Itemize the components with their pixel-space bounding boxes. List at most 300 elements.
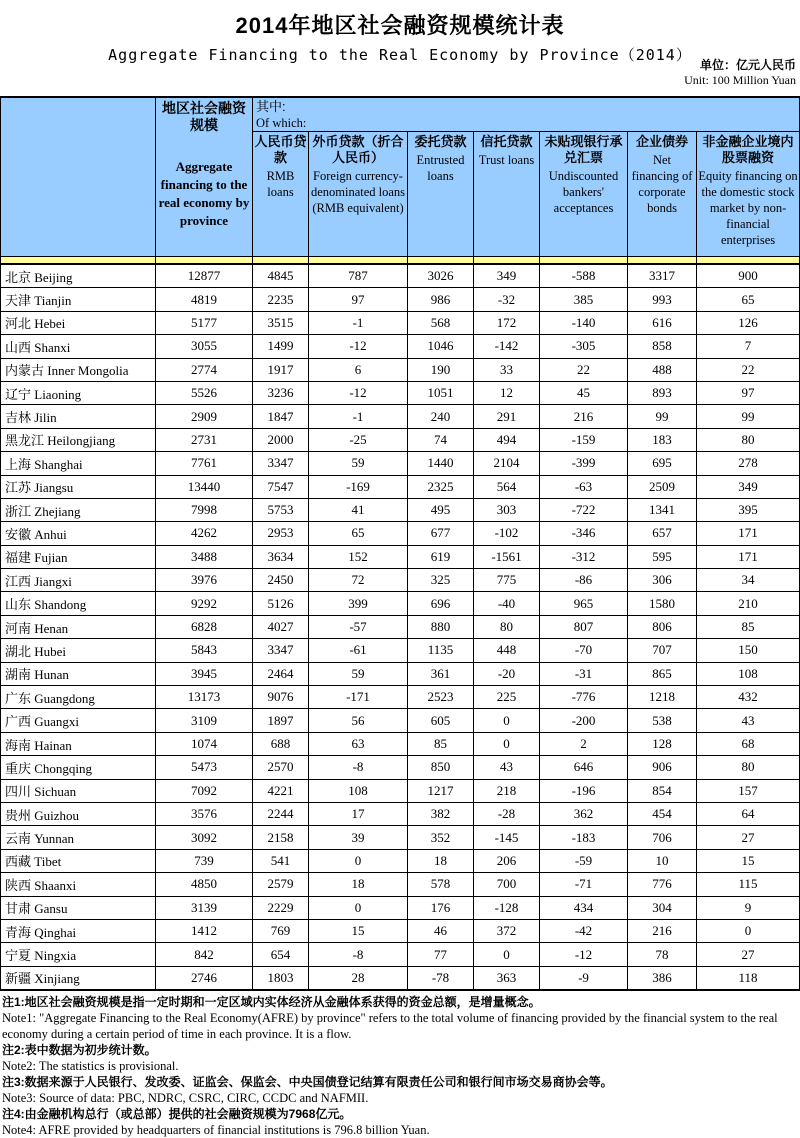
value-cell: -57 xyxy=(309,615,408,638)
table-row xyxy=(1,686,800,709)
value-cell: 2229 xyxy=(253,896,309,919)
province-name: 河南 Henan xyxy=(1,615,156,638)
value-cell: -171 xyxy=(309,686,408,709)
value-cell: 1046 xyxy=(408,335,474,358)
province-name: 贵州 Guizhou xyxy=(1,802,156,825)
value-cell: -12 xyxy=(540,943,628,966)
of-which-header xyxy=(253,97,800,132)
value-cell: 385 xyxy=(540,288,628,311)
value-cell: 80 xyxy=(697,756,800,779)
value-cell: 1051 xyxy=(408,381,474,404)
value-cell: 3488 xyxy=(156,545,253,568)
province-name: 上海 Shanghai xyxy=(1,452,156,475)
value-cell: 3109 xyxy=(156,709,253,732)
value-cell: 880 xyxy=(408,615,474,638)
value-cell: 240 xyxy=(408,405,474,428)
value-cell: 382 xyxy=(408,802,474,825)
value-cell: 4845 xyxy=(253,264,309,288)
value-cell: 965 xyxy=(540,592,628,615)
note-zh: 注4:由金融机构总行（或总部）提供的社会融资规模为7968亿元。 xyxy=(2,1107,352,1122)
value-cell: 7998 xyxy=(156,498,253,521)
value-cell: -8 xyxy=(309,943,408,966)
value-cell: 99 xyxy=(697,405,800,428)
table-row xyxy=(1,335,800,358)
value-cell: 225 xyxy=(474,686,540,709)
value-cell: 4819 xyxy=(156,288,253,311)
value-cell: 46 xyxy=(408,919,474,942)
table-row xyxy=(1,966,800,990)
value-cell: 10 xyxy=(628,849,697,872)
value-cell: 43 xyxy=(474,756,540,779)
value-cell: 12 xyxy=(474,381,540,404)
value-cell: 3976 xyxy=(156,569,253,592)
province-name: 西藏 Tibet xyxy=(1,849,156,872)
province-name: 北京 Beijing xyxy=(1,264,156,288)
value-cell: 68 xyxy=(697,732,800,755)
value-cell: 775 xyxy=(474,569,540,592)
aggregate-header-zh: 地区社会融资规模 xyxy=(162,100,246,133)
value-cell: -31 xyxy=(540,662,628,685)
value-cell: 59 xyxy=(309,452,408,475)
column-header-7: 非金融企业境内股票融资 Equity financing on the domestic stock market by non-financial enterprises xyxy=(697,132,800,257)
value-cell: 578 xyxy=(408,873,474,896)
value-cell: 6828 xyxy=(156,615,253,638)
value-cell: 619 xyxy=(408,545,474,568)
value-cell: 3515 xyxy=(253,311,309,334)
table-row xyxy=(1,756,800,779)
value-cell: 85 xyxy=(697,615,800,638)
table-header xyxy=(1,97,800,264)
value-cell: 9 xyxy=(697,896,800,919)
value-cell: 657 xyxy=(628,522,697,545)
table-row xyxy=(1,896,800,919)
value-cell: -722 xyxy=(540,498,628,521)
value-cell: 56 xyxy=(309,709,408,732)
table-row xyxy=(1,639,800,662)
value-cell: -32 xyxy=(474,288,540,311)
table-row xyxy=(1,662,800,685)
value-cell: 654 xyxy=(253,943,309,966)
value-cell: 3236 xyxy=(253,381,309,404)
page-subtitle: Aggregate Financing to the Real Economy by Province（2014） xyxy=(108,46,692,64)
value-cell: -346 xyxy=(540,522,628,545)
value-cell: 695 xyxy=(628,452,697,475)
unit-block xyxy=(684,58,796,88)
note-zh: 注2:表中数据为初步统计数。 xyxy=(2,1043,157,1058)
table-row xyxy=(1,475,800,498)
value-cell: -776 xyxy=(540,686,628,709)
value-cell: 97 xyxy=(697,381,800,404)
value-cell: 108 xyxy=(309,779,408,802)
province-name: 广东 Guangdong xyxy=(1,686,156,709)
value-cell: 858 xyxy=(628,335,697,358)
unit-label-zh: 单位：亿元人民币 xyxy=(699,58,796,72)
value-cell: 65 xyxy=(697,288,800,311)
value-cell: 2953 xyxy=(253,522,309,545)
table-row xyxy=(1,802,800,825)
table-row xyxy=(1,498,800,521)
value-cell: 1847 xyxy=(253,405,309,428)
value-cell: 2731 xyxy=(156,428,253,451)
province-name: 浙江 Zhejiang xyxy=(1,498,156,521)
value-cell: 395 xyxy=(697,498,800,521)
footnotes xyxy=(0,991,800,1138)
value-cell: 5526 xyxy=(156,381,253,404)
value-cell: 4850 xyxy=(156,873,253,896)
table-row xyxy=(1,826,800,849)
table-row xyxy=(1,264,800,288)
value-cell: 15 xyxy=(309,919,408,942)
table-row xyxy=(1,615,800,638)
value-cell: 739 xyxy=(156,849,253,872)
value-cell: 206 xyxy=(474,849,540,872)
value-cell: -140 xyxy=(540,311,628,334)
value-cell: 2746 xyxy=(156,966,253,990)
value-cell: -1 xyxy=(309,311,408,334)
value-cell: 432 xyxy=(697,686,800,709)
value-cell: 41 xyxy=(309,498,408,521)
column-header-province xyxy=(1,97,156,257)
value-cell: 0 xyxy=(309,896,408,919)
value-cell: -1561 xyxy=(474,545,540,568)
province-name: 辽宁 Liaoning xyxy=(1,381,156,404)
table-row xyxy=(1,943,800,966)
value-cell: 605 xyxy=(408,709,474,732)
of-which-en: Of which: xyxy=(256,116,307,130)
value-cell: 108 xyxy=(697,662,800,685)
value-cell: 190 xyxy=(408,358,474,381)
value-cell: 2 xyxy=(540,732,628,755)
value-cell: 700 xyxy=(474,873,540,896)
value-cell: 448 xyxy=(474,639,540,662)
value-cell: 349 xyxy=(697,475,800,498)
value-cell: -20 xyxy=(474,662,540,685)
value-cell: 218 xyxy=(474,779,540,802)
table-row xyxy=(1,709,800,732)
table-row xyxy=(1,779,800,802)
value-cell: 564 xyxy=(474,475,540,498)
column-header-aggregate xyxy=(156,97,253,257)
page-header xyxy=(0,0,800,96)
value-cell: 495 xyxy=(408,498,474,521)
province-name: 山东 Shandong xyxy=(1,592,156,615)
value-cell: 4262 xyxy=(156,522,253,545)
column-header-2: 外币贷款（折合人民币） Foreign currency-denominated loans (RMB equivalent) xyxy=(309,132,408,257)
note-en: Note3: Source of data: PBC, NDRC, CSRC, CIRC, CCDC and NAFMII. xyxy=(2,1091,369,1106)
province-name: 安徽 Anhui xyxy=(1,522,156,545)
gap-cell xyxy=(156,257,253,265)
value-cell: 3055 xyxy=(156,335,253,358)
value-cell: 74 xyxy=(408,428,474,451)
value-cell: 3347 xyxy=(253,452,309,475)
value-cell: 152 xyxy=(309,545,408,568)
value-cell: 0 xyxy=(474,709,540,732)
column-header-4: 信托贷款 Trust loans xyxy=(474,132,540,257)
value-cell: 172 xyxy=(474,311,540,334)
value-cell: -59 xyxy=(540,849,628,872)
value-cell: 1499 xyxy=(253,335,309,358)
value-cell: 2325 xyxy=(408,475,474,498)
value-cell: 787 xyxy=(309,264,408,288)
value-cell: 806 xyxy=(628,615,697,638)
table-row xyxy=(1,452,800,475)
value-cell: 3945 xyxy=(156,662,253,685)
value-cell: 216 xyxy=(628,919,697,942)
table-row xyxy=(1,849,800,872)
value-cell: 65 xyxy=(309,522,408,545)
gap-cell xyxy=(309,257,408,265)
note-en: Note1: "Aggregate Financing to the Real Economy(AFRE) by province" refers to the total volume of financing provided by the financial system to the real economy during a certain period of time in each province. It is a flow. xyxy=(2,1011,778,1042)
value-cell: 2450 xyxy=(253,569,309,592)
value-cell: 893 xyxy=(628,381,697,404)
value-cell: 115 xyxy=(697,873,800,896)
note-en: Note2: The statistics is provisional. xyxy=(2,1059,179,1074)
value-cell: 85 xyxy=(408,732,474,755)
value-cell: 9076 xyxy=(253,686,309,709)
value-cell: 696 xyxy=(408,592,474,615)
province-name: 四川 Sichuan xyxy=(1,779,156,802)
statistics-table xyxy=(0,96,800,991)
value-cell: 616 xyxy=(628,311,697,334)
value-cell: 361 xyxy=(408,662,474,685)
value-cell: 2579 xyxy=(253,873,309,896)
value-cell: 17 xyxy=(309,802,408,825)
value-cell: -61 xyxy=(309,639,408,662)
value-cell: 78 xyxy=(628,943,697,966)
value-cell: 1580 xyxy=(628,592,697,615)
gap-cell xyxy=(474,257,540,265)
value-cell: 2464 xyxy=(253,662,309,685)
value-cell: 434 xyxy=(540,896,628,919)
gap-cell xyxy=(253,257,309,265)
column-header-6: 企业债券 Net financing of corporate bonds xyxy=(628,132,697,257)
province-name: 海南 Hainan xyxy=(1,732,156,755)
value-cell: 386 xyxy=(628,966,697,990)
value-cell: -305 xyxy=(540,335,628,358)
value-cell: 0 xyxy=(697,919,800,942)
province-name: 新疆 Xinjiang xyxy=(1,966,156,990)
province-name: 黑龙江 Heilongjiang xyxy=(1,428,156,451)
value-cell: 7092 xyxy=(156,779,253,802)
value-cell: 2235 xyxy=(253,288,309,311)
value-cell: 118 xyxy=(697,966,800,990)
value-cell: 33 xyxy=(474,358,540,381)
value-cell: 854 xyxy=(628,779,697,802)
province-name: 广西 Guangxi xyxy=(1,709,156,732)
value-cell: 677 xyxy=(408,522,474,545)
value-cell: 494 xyxy=(474,428,540,451)
table-row xyxy=(1,311,800,334)
value-cell: -312 xyxy=(540,545,628,568)
province-name: 江苏 Jiangsu xyxy=(1,475,156,498)
value-cell: -169 xyxy=(309,475,408,498)
value-cell: 769 xyxy=(253,919,309,942)
value-cell: 183 xyxy=(628,428,697,451)
value-cell: 1074 xyxy=(156,732,253,755)
value-cell: -70 xyxy=(540,639,628,662)
value-cell: 5126 xyxy=(253,592,309,615)
value-cell: -63 xyxy=(540,475,628,498)
value-cell: 906 xyxy=(628,756,697,779)
value-cell: 306 xyxy=(628,569,697,592)
value-cell: 538 xyxy=(628,709,697,732)
value-cell: 0 xyxy=(474,732,540,755)
value-cell: 5473 xyxy=(156,756,253,779)
province-name: 福建 Fujian xyxy=(1,545,156,568)
value-cell: 1440 xyxy=(408,452,474,475)
column-header-5: 未贴现银行承兑汇票 Undiscounted bankers' acceptances xyxy=(540,132,628,257)
value-cell: -40 xyxy=(474,592,540,615)
value-cell: -183 xyxy=(540,826,628,849)
value-cell: 865 xyxy=(628,662,697,685)
value-cell: 399 xyxy=(309,592,408,615)
table-row xyxy=(1,358,800,381)
value-cell: 7547 xyxy=(253,475,309,498)
column-header-3: 委托贷款 Entrusted loans xyxy=(408,132,474,257)
table-row xyxy=(1,569,800,592)
province-name: 山西 Shanxi xyxy=(1,335,156,358)
province-name: 吉林 Jilin xyxy=(1,405,156,428)
value-cell: 3026 xyxy=(408,264,474,288)
province-name: 天津 Tianjin xyxy=(1,288,156,311)
note-zh: 注3:数据来源于人民银行、发改委、证监会、保监会、中央国债登记结算有限责任公司和银行间市场交易商协会等。 xyxy=(2,1075,613,1090)
value-cell: 646 xyxy=(540,756,628,779)
note-zh: 注1:地区社会融资规模是指一定时期和一定区域内实体经济从金融体系获得的资金总额，是增量概念。 xyxy=(2,995,541,1010)
value-cell: -78 xyxy=(408,966,474,990)
table-row xyxy=(1,288,800,311)
value-cell: 595 xyxy=(628,545,697,568)
value-cell: 363 xyxy=(474,966,540,990)
value-cell: -25 xyxy=(309,428,408,451)
value-cell: 568 xyxy=(408,311,474,334)
value-cell: 13173 xyxy=(156,686,253,709)
value-cell: 15 xyxy=(697,849,800,872)
value-cell: -12 xyxy=(309,381,408,404)
value-cell: -200 xyxy=(540,709,628,732)
value-cell: -42 xyxy=(540,919,628,942)
value-cell: 128 xyxy=(628,732,697,755)
value-cell: 7761 xyxy=(156,452,253,475)
province-name: 云南 Yunnan xyxy=(1,826,156,849)
value-cell: -8 xyxy=(309,756,408,779)
value-cell: 1412 xyxy=(156,919,253,942)
value-cell: 1917 xyxy=(253,358,309,381)
value-cell: -399 xyxy=(540,452,628,475)
value-cell: -9 xyxy=(540,966,628,990)
value-cell: 3139 xyxy=(156,896,253,919)
value-cell: 2523 xyxy=(408,686,474,709)
value-cell: 2158 xyxy=(253,826,309,849)
value-cell: 13440 xyxy=(156,475,253,498)
value-cell: 3317 xyxy=(628,264,697,288)
value-cell: 1218 xyxy=(628,686,697,709)
value-cell: 352 xyxy=(408,826,474,849)
value-cell: 0 xyxy=(309,849,408,872)
unit-label-en: Unit: 100 Million Yuan xyxy=(684,73,796,87)
value-cell: 993 xyxy=(628,288,697,311)
value-cell: -159 xyxy=(540,428,628,451)
value-cell: 362 xyxy=(540,802,628,825)
value-cell: 688 xyxy=(253,732,309,755)
value-cell: 372 xyxy=(474,919,540,942)
value-cell: 1803 xyxy=(253,966,309,990)
province-name: 宁夏 Ningxia xyxy=(1,943,156,966)
value-cell: 3576 xyxy=(156,802,253,825)
table-row xyxy=(1,732,800,755)
value-cell: -86 xyxy=(540,569,628,592)
value-cell: 1341 xyxy=(628,498,697,521)
table-body xyxy=(1,264,800,990)
value-cell: 2104 xyxy=(474,452,540,475)
value-cell: 7 xyxy=(697,335,800,358)
value-cell: 2509 xyxy=(628,475,697,498)
value-cell: 18 xyxy=(309,873,408,896)
value-cell: 3634 xyxy=(253,545,309,568)
value-cell: 2909 xyxy=(156,405,253,428)
value-cell: 80 xyxy=(697,428,800,451)
province-name: 江西 Jiangxi xyxy=(1,569,156,592)
value-cell: 325 xyxy=(408,569,474,592)
value-cell: 842 xyxy=(156,943,253,966)
note-en: Note4: AFRE provided by headquarters of financial institutions is 796.8 billion Yuan. xyxy=(2,1123,430,1138)
value-cell: 304 xyxy=(628,896,697,919)
value-cell: 77 xyxy=(408,943,474,966)
value-cell: 4027 xyxy=(253,615,309,638)
value-cell: 216 xyxy=(540,405,628,428)
header-gap-row xyxy=(1,257,800,265)
value-cell: 150 xyxy=(697,639,800,662)
value-cell: 72 xyxy=(309,569,408,592)
value-cell: -102 xyxy=(474,522,540,545)
value-cell: 59 xyxy=(309,662,408,685)
aggregate-header-en: Aggregate financing to the real economy by province xyxy=(158,159,250,228)
value-cell: 1135 xyxy=(408,639,474,662)
gap-cell xyxy=(540,257,628,265)
value-cell: -1 xyxy=(309,405,408,428)
table-row xyxy=(1,592,800,615)
value-cell: -12 xyxy=(309,335,408,358)
value-cell: 210 xyxy=(697,592,800,615)
value-cell: 80 xyxy=(474,615,540,638)
value-cell: 1897 xyxy=(253,709,309,732)
value-cell: 706 xyxy=(628,826,697,849)
value-cell: 707 xyxy=(628,639,697,662)
value-cell: 2774 xyxy=(156,358,253,381)
value-cell: 18 xyxy=(408,849,474,872)
value-cell: 488 xyxy=(628,358,697,381)
value-cell: 27 xyxy=(697,826,800,849)
value-cell: 5177 xyxy=(156,311,253,334)
province-name: 青海 Qinghai xyxy=(1,919,156,942)
value-cell: 27 xyxy=(697,943,800,966)
value-cell: 126 xyxy=(697,311,800,334)
gap-cell xyxy=(697,257,800,265)
value-cell: 176 xyxy=(408,896,474,919)
gap-cell xyxy=(408,257,474,265)
value-cell: 45 xyxy=(540,381,628,404)
value-cell: 3347 xyxy=(253,639,309,662)
table-row xyxy=(1,919,800,942)
page-title: 2014年地区社会融资规模统计表 xyxy=(235,13,565,38)
value-cell: 4221 xyxy=(253,779,309,802)
value-cell: -28 xyxy=(474,802,540,825)
table-row xyxy=(1,545,800,568)
province-name: 湖南 Hunan xyxy=(1,662,156,685)
value-cell: 2244 xyxy=(253,802,309,825)
value-cell: 12877 xyxy=(156,264,253,288)
column-header-1: 人民币贷款 RMB loans xyxy=(253,132,309,257)
value-cell: 2000 xyxy=(253,428,309,451)
